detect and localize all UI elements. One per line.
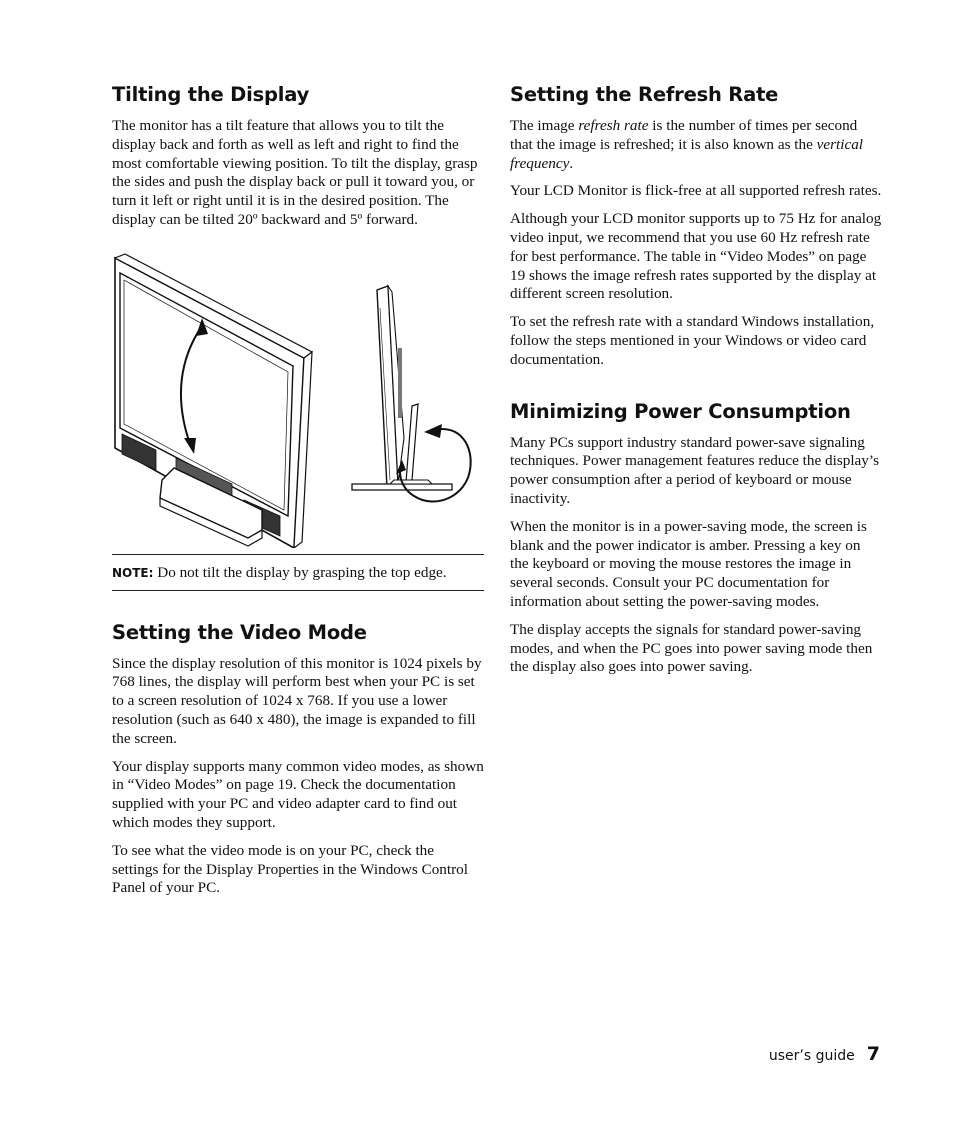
paragraph-power-3: The display accepts the signals for standard power-saving modes, and when the PC goes into power saving mode then the display also goes into power saving. xyxy=(510,620,873,676)
note-label: NOTE: xyxy=(112,565,154,580)
paragraph-tilting: The monitor has a tilt feature that allows you to tilt the display back and forth as well as left and right to find the most comfortable viewing position. To tilt the display, grasp the sides and push the display back or pull it toward you, or turn it left or right until it is in the desired position. The display can be tilted 20º backward and 5º forward. xyxy=(112,117,478,228)
monitor-front-view-icon xyxy=(115,254,312,548)
paragraph-refresh-3: Although your LCD monitor supports up to 75 Hz for analog video input, we recommend that you use 60 Hz refresh rate for best performance. The table in “Video Modes” on page 19 shows the image refresh rates supported by the display at different screen resolution. xyxy=(510,210,882,303)
note-text: Do not tilt the display by grasping the top edge. xyxy=(157,563,447,581)
paragraph-video-mode-2: Your display supports many common video modes, as shown in “Video Modes” on page 19. Check the documentation supplied with your PC and video adapter card to find out which modes they support. xyxy=(112,757,484,831)
refresh-text-c: . xyxy=(569,154,574,172)
paragraph-refresh-4: To set the refresh rate with a standard Windows installation, follow the steps mentioned in your Windows or video card documentation. xyxy=(510,313,875,368)
heading-power-consumption: Minimizing Power Consumption xyxy=(510,399,851,423)
paragraph-video-mode-3: To see what the video mode is on your PC, check the settings for the Display Properties in the Windows Control Panel of your PC. xyxy=(112,841,468,897)
paragraph-video-mode-1: Since the display resolution of this monitor is 1024 pixels by 768 lines, the display will perform best when your PC is set to a screen resolution of 1024 x 768. If you use a lower resolution (such as 640 x 480), the image is expanded to fill the screen. xyxy=(112,654,482,747)
monitor-tilt-illustration-icon xyxy=(112,248,484,548)
page-footer xyxy=(769,1043,880,1065)
heading-video-mode: Setting the Video Mode xyxy=(112,620,367,644)
heading-tilting-display: Tilting the Display xyxy=(112,83,310,106)
note-paragraph xyxy=(112,564,484,583)
paragraph-refresh-1 xyxy=(510,117,882,173)
refresh-text-b: is the number of times per second that the image is refreshed; it is also known as the xyxy=(510,117,858,153)
left-column xyxy=(112,80,484,907)
note-box xyxy=(112,554,484,591)
refresh-text-a: The image xyxy=(510,117,579,134)
heading-refresh-rate: Setting the Refresh Rate xyxy=(510,83,779,106)
refresh-rate-term: refresh rate xyxy=(578,117,649,134)
right-column xyxy=(510,80,882,686)
paragraph-refresh-2: Your LCD Monitor is flick-free at all supported refresh rates. xyxy=(510,182,882,200)
monitor-side-view-icon xyxy=(352,286,471,502)
page-number: 7 xyxy=(866,1043,880,1065)
vertical-frequency-term: vertical frequency xyxy=(510,135,864,172)
paragraph-power-2: When the monitor is in a power-saving mode, the screen is blank and the power indicator is amber. Pressing a key on the keyboard or moving the mouse restores the image in several seconds. Consult your PC documentation for information about setting the power-saving modes. xyxy=(510,517,867,610)
footer-label: user’s guide xyxy=(768,1048,855,1064)
paragraph-power-1: Many PCs support industry standard power-save signaling techniques. Power management features reduce the display’s power consumption after a period of keyboard or mouse inactivity. xyxy=(510,433,880,507)
